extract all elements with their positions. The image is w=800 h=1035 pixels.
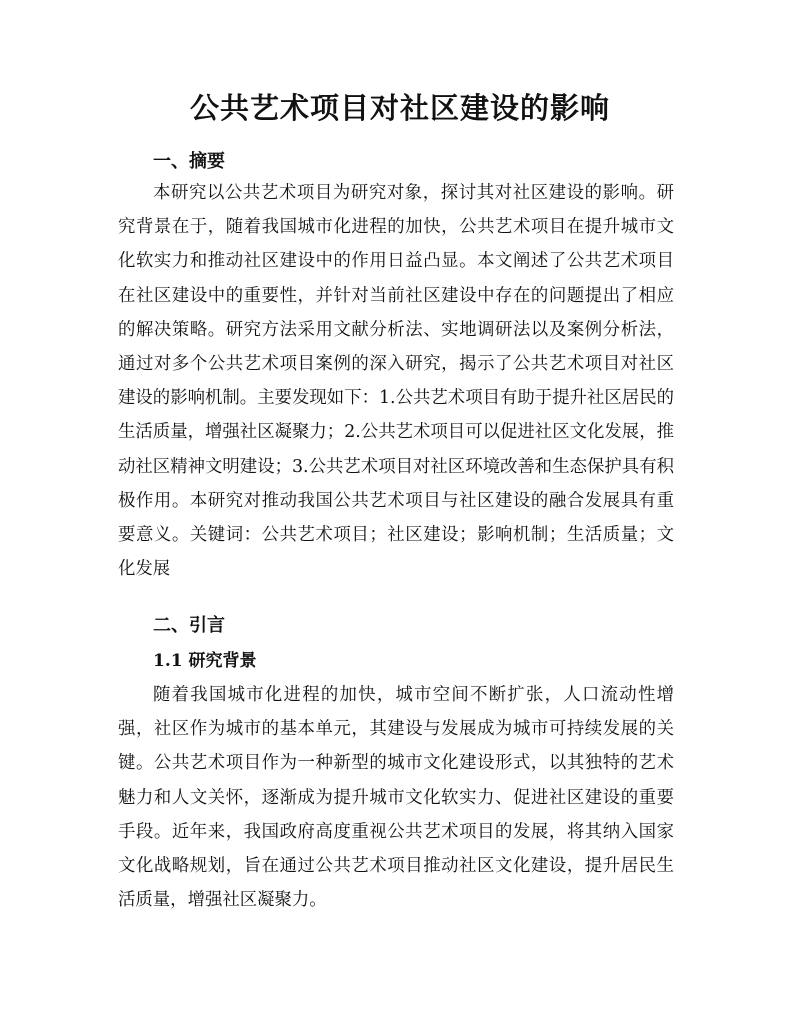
research-background-paragraph: 随着我国城市化进程的加快，城市空间不断扩张，人口流动性增强，社区作为城市的基本单元，其建设与发展成为城市可持续发展的关键。公共艺术项目作为一种新型的城市文化建设形式，以其独特的艺术魅力和人文关怀，逐渐成为提升城市文化软实力、促进社区建设的重要手段。近年来，我国政府高度重视公共艺术项目的发展，将其纳入国家文化战略规划，旨在通过公共艺术项目推动社区文化建设，提升居民生活质量，增强社区凝聚力。: [118, 685, 674, 911]
abstract-paragraph: 本研究以公共艺术项目为研究对象，探讨其对社区建设的影响。研究背景在于，随着我国城市化进程的加快，公共艺术项目在提升城市文化软实力和推动社区建设中的作用日益凸显。本文阐述了公共艺术项目在社区建设中的重要性，并针对当前社区建设中存在的问题提出了相应的解决策略。研究方法采用文献分析法、实地调研法以及案例分析法，通过对多个公共艺术项目案例的深入研究，揭示了公共艺术项目对社区建设的影响机制。主要发现如下：1.公共艺术项目有助于提升社区居民的生活质量，增强社区凝聚力；2.公共艺术项目可以促进社区文化发展，推动社区精神文明建设；3.公共艺术项目对社区环境改善和生态保护具有积极作用。本研究对推动我国公共艺术项目与社区建设的融合发展具有重要意义。关键词：公共艺术项目；社区建设；影响机制；生活质量；文化发展: [118, 183, 674, 580]
section-heading-introduction: 二、引言: [153, 615, 225, 636]
subsection-heading-research-background: 1.1 研究背景: [153, 651, 257, 671]
document-title: 公共艺术项目对社区建设的影响: [189, 91, 610, 125]
section-heading-abstract: 一、摘要: [153, 151, 225, 172]
